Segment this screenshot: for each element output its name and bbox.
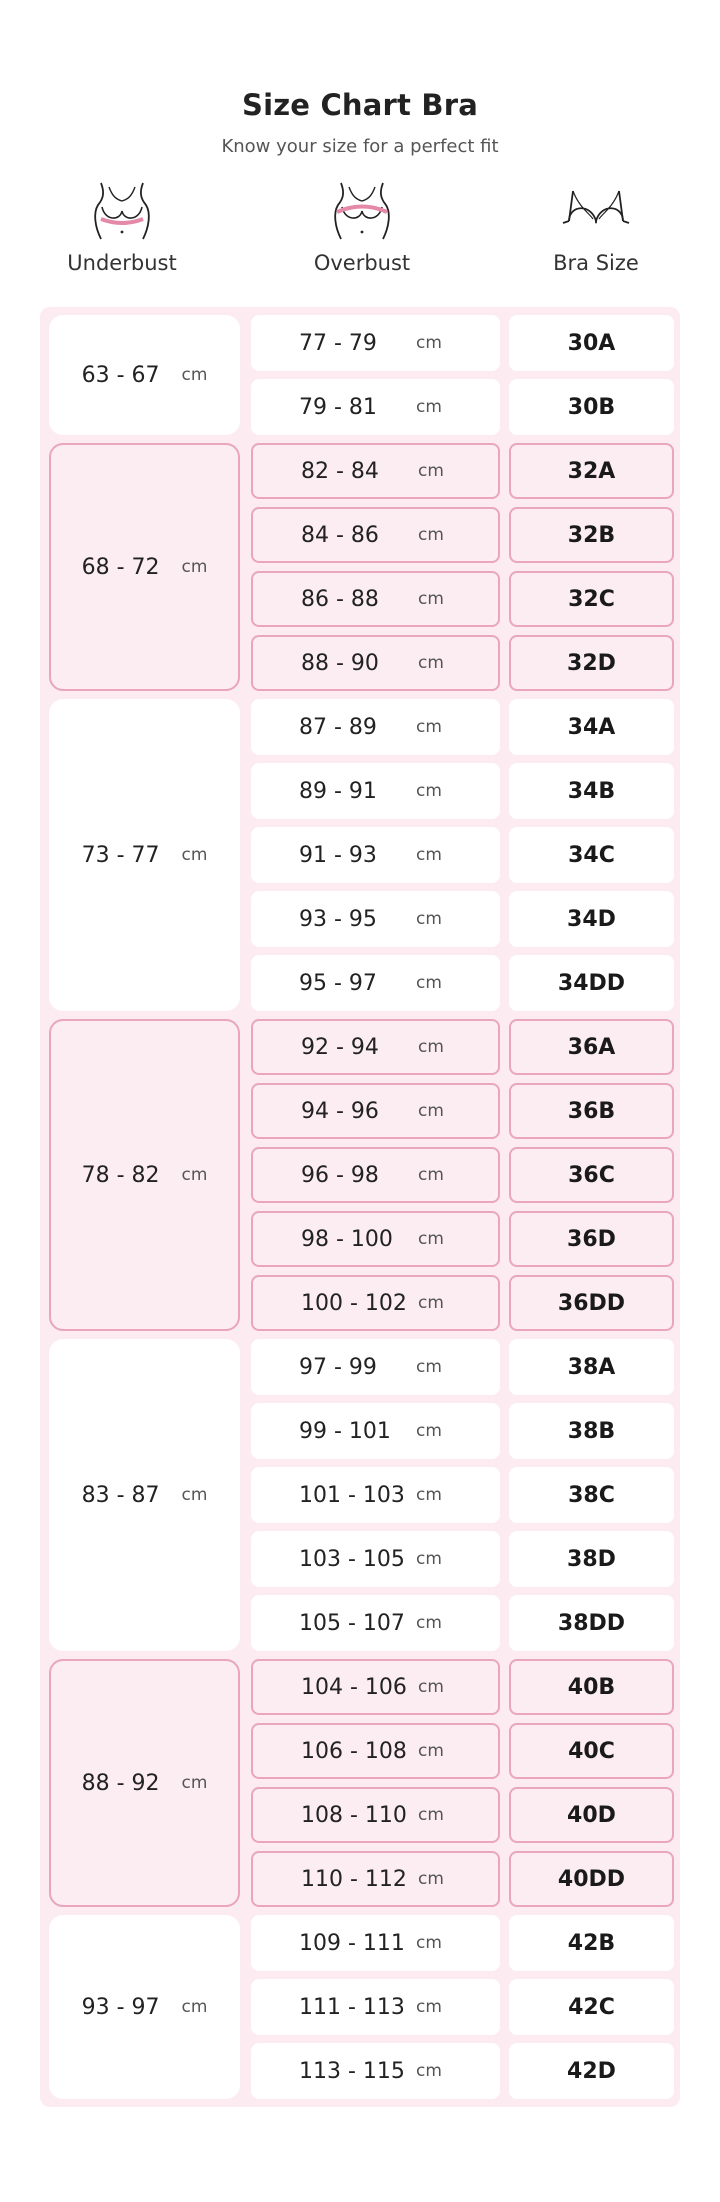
header <box>0 0 720 157</box>
overbust-range: 94 - 96 <box>301 1098 379 1124</box>
overbust-range: 96 - 98 <box>301 1162 379 1188</box>
unit-label: cm <box>418 1869 444 1889</box>
unit-label: cm <box>416 1613 442 1633</box>
overbust-cell <box>251 1083 500 1139</box>
overbust-range: 98 - 100 <box>301 1226 393 1252</box>
overbust-cell <box>251 1723 500 1779</box>
page-title: Size Chart Bra <box>241 88 478 122</box>
torso-underbust-icon <box>87 177 157 243</box>
overbust-cell <box>251 443 500 499</box>
overbust-cell <box>251 827 500 883</box>
bra-size-cell: 36A <box>509 1019 674 1075</box>
overbust-cell <box>251 635 500 691</box>
overbust-cell <box>251 1659 500 1715</box>
overbust-range: 110 - 112 <box>301 1866 407 1892</box>
unit-label: cm <box>416 1997 442 2017</box>
unit-label: cm <box>418 1037 444 1057</box>
size-chart-table <box>40 307 680 2107</box>
unit-label: cm <box>418 589 444 609</box>
overbust-range: 113 - 115 <box>299 2058 405 2084</box>
unit-label: cm <box>418 525 444 545</box>
underbust-label: Underbust <box>67 251 177 275</box>
bra-size-cell: 32B <box>509 507 674 563</box>
bra-size-cell: 36DD <box>509 1275 674 1331</box>
overbust-cell <box>251 1979 500 2035</box>
bra-size-cell: 30B <box>509 379 674 435</box>
column-header-overbust <box>262 177 462 275</box>
overbust-range: 86 - 88 <box>301 586 379 612</box>
underbust-cell <box>49 1339 240 1651</box>
bra-size-cell: 36D <box>509 1211 674 1267</box>
unit-label: cm <box>416 717 442 737</box>
unit-label: cm <box>418 1101 444 1121</box>
unit-label: cm <box>416 845 442 865</box>
column-header-bra-size <box>496 177 696 275</box>
underbust-range: 83 - 87 <box>81 1482 160 1508</box>
overbust-range: 109 - 111 <box>299 1930 405 1956</box>
underbust-cell <box>49 699 240 1011</box>
overbust-range: 103 - 105 <box>299 1546 405 1572</box>
unit-label: cm <box>418 1165 444 1185</box>
bra-size-cell: 34DD <box>509 955 674 1011</box>
overbust-range: 100 - 102 <box>301 1290 407 1316</box>
overbust-cell <box>251 1019 500 1075</box>
torso-overbust-icon <box>327 177 397 243</box>
unit-label: cm <box>418 1677 444 1697</box>
unit-label: cm <box>418 1741 444 1761</box>
underbust-range: 73 - 77 <box>81 842 160 868</box>
overbust-range: 82 - 84 <box>301 458 379 484</box>
bra-size-cell: 38DD <box>509 1595 674 1651</box>
column-headers <box>0 177 720 297</box>
bra-size-cell: 38A <box>509 1339 674 1395</box>
unit-label: cm <box>416 1357 442 1377</box>
bra-size-cell: 38C <box>509 1467 674 1523</box>
overbust-cell <box>251 891 500 947</box>
overbust-range: 77 - 79 <box>299 330 377 356</box>
overbust-cell <box>251 699 500 755</box>
overbust-cell <box>251 2043 500 2099</box>
unit-label: cm <box>181 1773 208 1793</box>
bra-size-cell: 32A <box>509 443 674 499</box>
underbust-cell <box>49 1019 240 1331</box>
overbust-range: 87 - 89 <box>299 714 377 740</box>
bra-size-cell: 36B <box>509 1083 674 1139</box>
unit-label: cm <box>181 1165 208 1185</box>
overbust-label: Overbust <box>313 251 411 275</box>
bra-size-cell: 40B <box>509 1659 674 1715</box>
unit-label: cm <box>416 781 442 801</box>
bra-size-cell: 34D <box>509 891 674 947</box>
bra-size-cell: 40D <box>509 1787 674 1843</box>
overbust-cell <box>251 1531 500 1587</box>
overbust-range: 111 - 113 <box>299 1994 405 2020</box>
page-subtitle: Know your size for a perfect fit <box>221 136 499 157</box>
unit-label: cm <box>181 845 208 865</box>
overbust-range: 101 - 103 <box>299 1482 405 1508</box>
overbust-range: 104 - 106 <box>301 1674 407 1700</box>
unit-label: cm <box>418 1293 444 1313</box>
overbust-cell <box>251 571 500 627</box>
overbust-range: 89 - 91 <box>299 778 377 804</box>
overbust-cell <box>251 1211 500 1267</box>
underbust-cell <box>49 443 240 691</box>
overbust-range: 108 - 110 <box>301 1802 407 1828</box>
overbust-cell <box>251 763 500 819</box>
overbust-cell <box>251 1915 500 1971</box>
bra-size-cell: 36C <box>509 1147 674 1203</box>
unit-label: cm <box>181 1485 208 1505</box>
bra-size-cell: 34A <box>509 699 674 755</box>
overbust-cell <box>251 1787 500 1843</box>
overbust-cell <box>251 1595 500 1651</box>
overbust-range: 79 - 81 <box>299 394 377 420</box>
unit-label: cm <box>416 2061 442 2081</box>
overbust-cell <box>251 1403 500 1459</box>
underbust-range: 78 - 82 <box>81 1162 160 1188</box>
unit-label: cm <box>181 365 208 385</box>
overbust-cell <box>251 1147 500 1203</box>
unit-label: cm <box>416 1485 442 1505</box>
bra-size-cell: 42D <box>509 2043 674 2099</box>
bra-size-cell: 32C <box>509 571 674 627</box>
bra-size-cell: 34B <box>509 763 674 819</box>
bra-size-cell: 38B <box>509 1403 674 1459</box>
overbust-cell <box>251 955 500 1011</box>
overbust-cell <box>251 1339 500 1395</box>
unit-label: cm <box>416 333 442 353</box>
bra-icon <box>561 177 631 243</box>
bra-size-cell: 32D <box>509 635 674 691</box>
overbust-range: 91 - 93 <box>299 842 377 868</box>
bra-size-cell: 34C <box>509 827 674 883</box>
unit-label: cm <box>418 1229 444 1249</box>
unit-label: cm <box>418 1805 444 1825</box>
bra-size-cell: 42C <box>509 1979 674 2035</box>
overbust-range: 99 - 101 <box>299 1418 391 1444</box>
underbust-cell <box>49 1659 240 1907</box>
overbust-range: 97 - 99 <box>299 1354 377 1380</box>
overbust-range: 92 - 94 <box>301 1034 379 1060</box>
overbust-cell <box>251 507 500 563</box>
column-header-underbust <box>22 177 222 275</box>
underbust-range: 88 - 92 <box>81 1770 160 1796</box>
unit-label: cm <box>181 1997 208 2017</box>
unit-label: cm <box>181 557 208 577</box>
overbust-cell <box>251 315 500 371</box>
overbust-cell <box>251 1851 500 1907</box>
overbust-range: 95 - 97 <box>299 970 377 996</box>
underbust-cell <box>49 315 240 435</box>
unit-label: cm <box>416 1421 442 1441</box>
unit-label: cm <box>418 653 444 673</box>
bra-size-cell: 40C <box>509 1723 674 1779</box>
unit-label: cm <box>416 973 442 993</box>
unit-label: cm <box>416 1933 442 1953</box>
bra-size-cell: 42B <box>509 1915 674 1971</box>
underbust-range: 68 - 72 <box>81 554 160 580</box>
bra-size-cell: 40DD <box>509 1851 674 1907</box>
unit-label: cm <box>416 909 442 929</box>
bra-size-cell: 38D <box>509 1531 674 1587</box>
overbust-cell <box>251 1467 500 1523</box>
unit-label: cm <box>418 461 444 481</box>
overbust-range: 88 - 90 <box>301 650 379 676</box>
bra-size-cell: 30A <box>509 315 674 371</box>
underbust-cell <box>49 1915 240 2099</box>
underbust-range: 93 - 97 <box>81 1994 160 2020</box>
overbust-cell <box>251 1275 500 1331</box>
bra-size-label: Bra Size <box>553 251 639 275</box>
overbust-range: 106 - 108 <box>301 1738 407 1764</box>
overbust-range: 105 - 107 <box>299 1610 405 1636</box>
overbust-range: 93 - 95 <box>299 906 377 932</box>
unit-label: cm <box>416 1549 442 1569</box>
overbust-range: 84 - 86 <box>301 522 379 548</box>
underbust-range: 63 - 67 <box>81 362 160 388</box>
unit-label: cm <box>416 397 442 417</box>
overbust-cell <box>251 379 500 435</box>
